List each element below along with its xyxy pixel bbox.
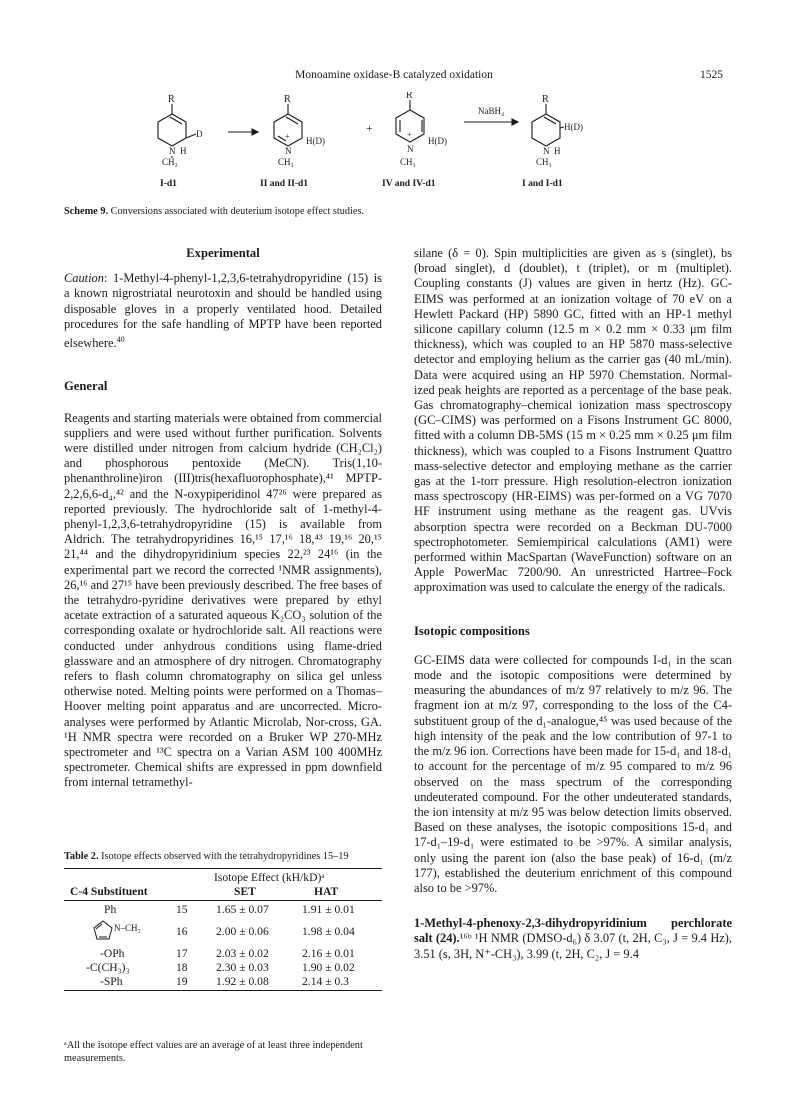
row-substituent: -OPh [100, 947, 125, 960]
molecule-1 [158, 94, 203, 167]
table-caption-label: Table 2. [64, 851, 99, 862]
row-compound: 15 [176, 903, 188, 916]
table-caption [64, 851, 384, 862]
compound-text: ¹⁶ᵇ ¹H NMR (DMSO-d₆) δ 3.07 (t, 2H, C₃, J = 9.4 Hz), 3.51 (s, 3H, N⁺-CH₃), 3.99 (t, 2H, C₂, J = 9.4 [414, 931, 732, 961]
table-caption-text: Isotope effects observed with the tetrahydropyridines 15–19 [98, 851, 349, 862]
svg-text:CH₃: CH₃ [162, 157, 178, 167]
svg-text:CH₃: CH₃ [278, 157, 294, 167]
scheme-caption [64, 206, 364, 217]
row-substituent: Ph [104, 903, 117, 916]
row-hat: 1.91 ± 0.01 [302, 903, 355, 916]
svg-text:+: + [285, 132, 290, 141]
scheme-label-4: I and I-d1 [522, 179, 563, 189]
svg-text:N: N [407, 144, 414, 154]
svg-text:R: R [542, 94, 549, 105]
row-set: 2.00 ± 0.06 [216, 925, 269, 938]
svg-text:H(D): H(D) [428, 136, 447, 146]
row-compound: 17 [176, 947, 188, 960]
caution-paragraph [64, 271, 382, 351]
compound-heading: 1-Methyl-4-phenoxy-2,3-dihydropyridinium perchlorate salt (24). [414, 916, 732, 946]
svg-text:H: H [180, 146, 187, 156]
svg-text:H(D): H(D) [306, 136, 325, 146]
svg-text:+: + [407, 130, 412, 139]
table-footnote: ᵃAll the isotope effect values are an average of at least three independent measurements. [64, 1040, 363, 1064]
methods-paragraph: silane (δ = 0). Spin multiplicities are given as s (singlet), bs (broad singlet), d (doublet), t (triplet), or m (multiplet). Coupling constants (J) values are given in hertz (Hz). GC-EIMS was performed at an ionization voltage of 70 eV on a Hewlett Packard (HP) 5890 GC, fitted with an HP-1 methyl silicone capillary column (12.5 m × 0.2 mm × 0.33 μm film thickness), which was coupled to an HP 5870 mass-selective detector and employing helium as the carrier gas (40 mL/min). Data were acquired using an HP 5970 Chemstation. Normal-ized peak heights are reported as a percentage of the base peak. Gas chromatography–chemical ionization mass spectroscopy (GC–CIMS) was performed on a Fisons Instrument GC 8000, fitted with a column DB-5MS (15 m × 0.25 mm × 0.25 μm film thickness), which was coupled to a Fisons Instrument Quattro mass-selective detector and employing methane as the carrier gas at the 1-torr pressure. High resolution-electron ionization mass spectroscopy (HR-EIMS) was per-formed on a VG 7070 HF instrument using methane as the reagent gas. UVvis absorption spectra were recorded on a Beckman DU-7000 spectrophotometer. Semiempirical calculations (AM1) were performed within MacSpartan (WaveFunction) software on an Apple PowerMac 7200/90. An unrestricted Hartree–Fock approximation was used to calculate the energy of the radicals. [414, 246, 732, 595]
row-substituent: -SPh [100, 975, 123, 988]
left-column [64, 246, 382, 791]
row-substituent: N–CH₃ [114, 923, 141, 933]
caution-ref: 40 [116, 335, 125, 345]
svg-text:H: H [554, 146, 561, 156]
svg-text:+: + [366, 121, 373, 135]
row-compound: 16 [176, 925, 188, 938]
molecule-2 [274, 94, 325, 167]
experimental-heading: Experimental [186, 246, 260, 260]
row-hat: 2.16 ± 0.01 [302, 947, 355, 960]
row-hat: 1.98 ± 0.04 [302, 925, 355, 938]
scheme-caption-text: Conversions associated with deuterium isotope effect studies. [108, 206, 365, 217]
svg-text:N: N [543, 146, 550, 156]
table-header-hat: HAT [314, 885, 339, 898]
scheme-label-3: IV and IV-d1 [382, 179, 436, 189]
svg-text:N: N [169, 146, 176, 156]
svg-text:NaBH₄: NaBH₄ [478, 106, 505, 116]
row-set: 1.92 ± 0.08 [216, 975, 269, 988]
row-set: 2.03 ± 0.02 [216, 947, 269, 960]
svg-text:D: D [196, 129, 203, 139]
compound-paragraph [414, 916, 732, 962]
running-title: Monoamine oxidase-B catalyzed oxidation [295, 69, 493, 81]
svg-text:R: R [168, 94, 175, 105]
page-number: 1525 [700, 69, 723, 81]
caution-text: : 1-Methyl-4-phenyl-1,2,3,6-tetrahydropyridine (15) is a known nigrostriatal neurotoxin and should be handled using disposable gloves in a properly ventilated hood. Detailed procedures for the safe handling of MPTP have been reported elsewhere. [64, 271, 382, 351]
isotope-table [64, 868, 382, 991]
general-paragraph: Reagents and starting materials were obtained from commercial suppliers and were used without further purification. Solvents were distilled under nitrogen from calcium hydride (CH₂Cl₂) and phosphorous pentoxide (MeCN). Tris(1,10-phenanthroline)iron (III)tris(hexafluorophosphate),⁴¹ MPTP-2,2,6,6-d₄,⁴² and the N-oxypiperidinol 47²⁶ were prepared as reported previously. The hydrochloride salt of 1-methyl-4-phenyl-1,2,3,6-tetrahydropyridine (15) is available from Aldrich. The tetrahydropyridines 16,¹⁵ 17,¹⁶ 18,⁴³ 19,¹⁶ 20,¹⁵ 21,⁴⁴ and the dihydropyridinium species 22,²³ 24¹⁶ (in the experimental part we record the corrected ¹NMR assignments), 26,¹⁶ and 27¹⁵ have been previously described. The free bases of the tetrahydro-pyridine derivatives were prepared by ethyl acetate extraction of a saturated aqueous K₂CO₃ solution of the corresponding oxalate or hydrochloride salt. All reactions were conducted under anhydrous conditions using flame-dried glassware and an atmosphere of dry nitrogen. Chromatography refers to flash column chromatography on silica gel unless otherwise noted. Melting points were performed on a Thomas–Hoover melting point apparatus and are uncorrected. Micro-analyses were performed by Atlantic Microlab, Nor-cross, GA. ¹H NMR spectra were recorded on a Bruker WP 270-MHz spectrometer and ¹³C spectra on a Varian ASM 100 400MHz spectrometer. Chemical shifts are expressed in ppm downfield from internal tetramethyl- [64, 410, 382, 790]
table-row [64, 975, 382, 990]
table-row [64, 903, 382, 917]
row-compound: 19 [176, 975, 188, 988]
svg-text:CH₃: CH₃ [400, 157, 416, 167]
molecule-4 [532, 94, 583, 167]
row-set: 2.30 ± 0.03 [216, 961, 269, 974]
right-column [414, 246, 732, 962]
table-header-group: Isotope Effect (kH/kD)ᵃ [214, 871, 325, 884]
isotopic-heading: Isotopic compositions [414, 623, 530, 638]
table-row [64, 917, 382, 947]
row-set: 1.65 ± 0.07 [216, 903, 269, 916]
scheme-label-2: II and II-d1 [260, 179, 309, 189]
table-row [64, 961, 382, 975]
molecule-3 [396, 92, 447, 167]
scheme-9-figure [140, 92, 660, 192]
table-row [64, 947, 382, 961]
pyrrole-icon [92, 919, 114, 943]
table-header-set: SET [234, 885, 256, 898]
scheme-caption-label: Scheme 9. [64, 206, 109, 217]
svg-text:R: R [406, 92, 413, 101]
row-compound: 18 [176, 961, 188, 974]
svg-text:H(D): H(D) [564, 122, 583, 132]
svg-text:R: R [284, 94, 291, 105]
isotopic-paragraph: GC-EIMS data were collected for compounds I-d₁ in the scan mode and the isotopic compositions were determined by measuring the abundances of m/z 97 relatively to m/z 96. The fragment ion at m/z 97, corresponding to the loss of the C4-substituent group of the d₁-analogue,⁴⁵ was used because of the high intensity of the peak and the low contribution of 97-1 to the m/z 96 ion. Corrections have been made for 15-d₁ and 18-d₁ to account for the percentage of m/z 95 compared to m/z 96 observed on the mass spectrum of the corresponding undeuterated compound. For the other undeuterated standards, the ion intensity at m/z 95 was below detection limits observed. Based on these analyses, the isotopic compositions 15-d₁ and 17-d₁–19-d₁ were estimated to be >97%. A similar analysis, only using the parent ion (also the base peak) of 16-d₁ (m/z 177), established the deuterium enrichment of this compound also to be >97%. [414, 652, 732, 895]
table-header-substituent: C-4 Substituent [70, 885, 148, 898]
caution-label: Caution [64, 271, 104, 286]
row-hat: 1.90 ± 0.02 [302, 961, 355, 974]
svg-text:CH₃: CH₃ [536, 157, 552, 167]
svg-text:N: N [285, 146, 292, 156]
row-hat: 2.14 ± 0.3 [302, 975, 349, 988]
scheme-label-1: I-d1 [160, 179, 177, 189]
general-heading: General [64, 379, 108, 394]
row-substituent: -C(CH₃)₃ [86, 961, 130, 974]
